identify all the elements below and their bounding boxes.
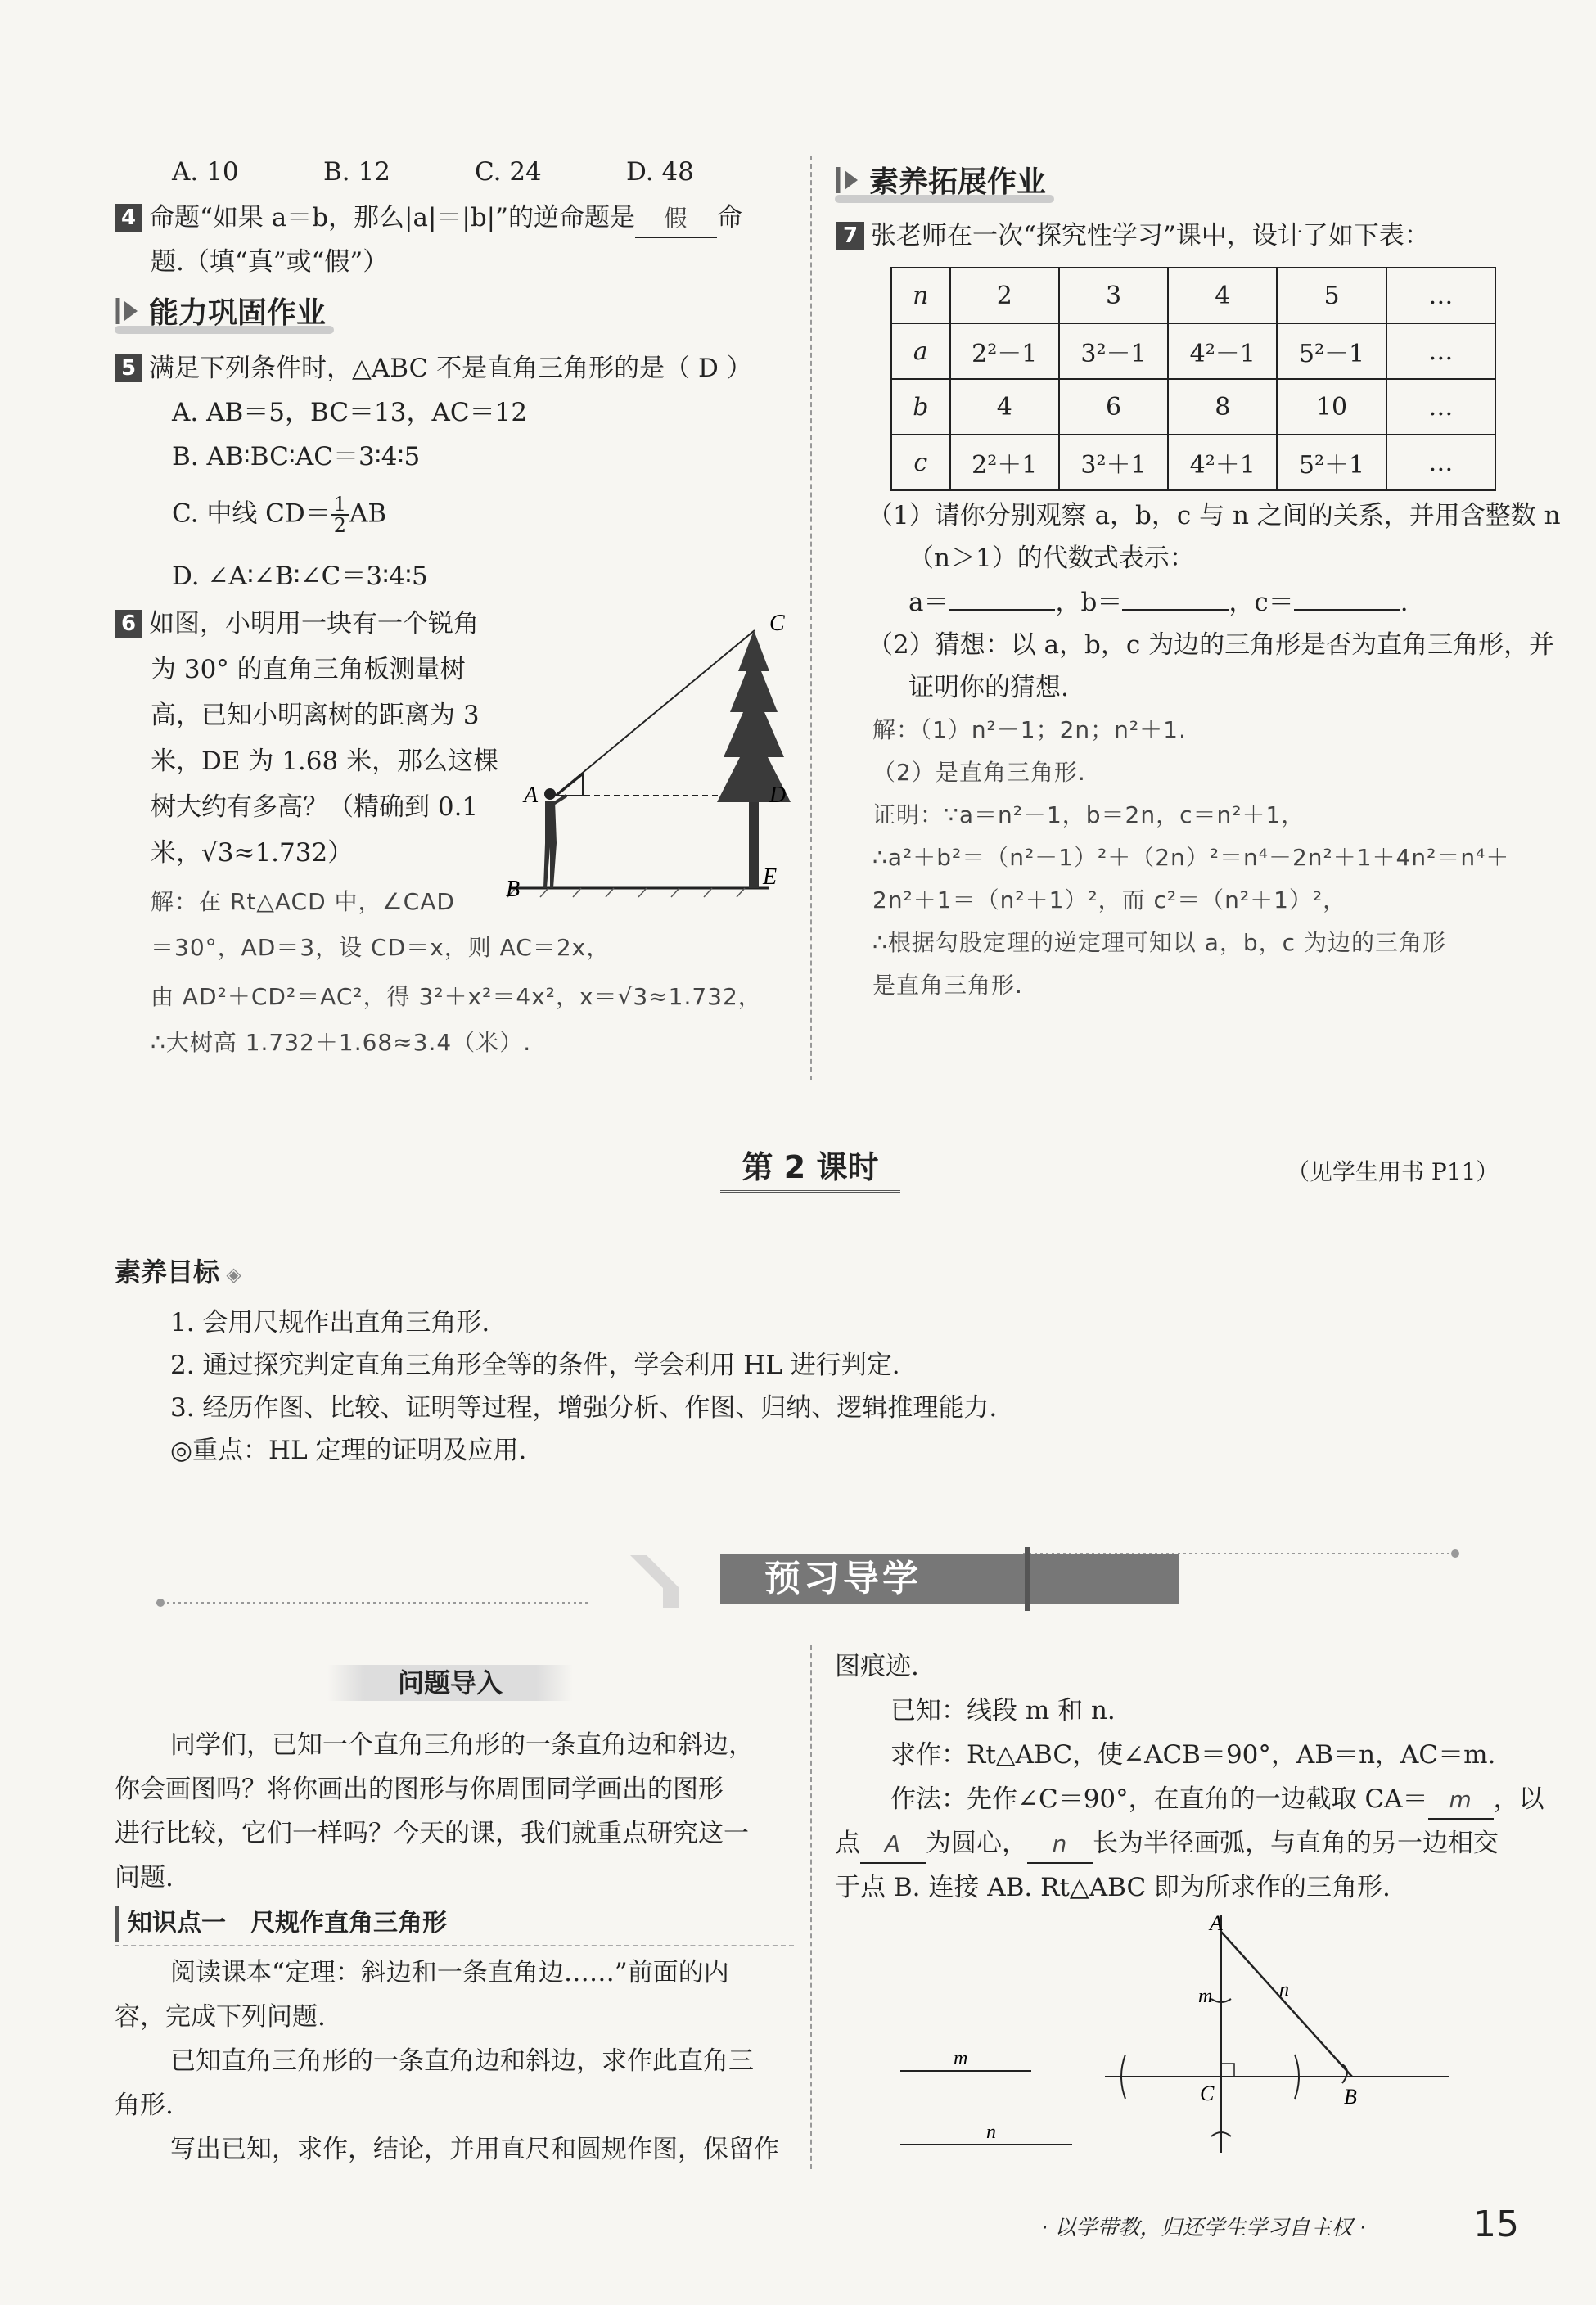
q7-solution-3: ∴a²＋b²＝（n²－1）²＋（2n）²＝n⁴－2n²＋1＋4n²＝n⁴＋: [872, 844, 1510, 871]
knowledge-point-title: 知识点一 尺规作直角三角形: [115, 1906, 447, 1942]
q7-text: 张老师在一次“探究性学习”课中，设计了如下表：: [871, 221, 1430, 250]
q6-line-0: [115, 606, 479, 642]
label-b: B: [506, 877, 521, 902]
q7-solution-5: ∴根据勾股定理的逆定理可知以 a，b，c 为边的三角形: [872, 929, 1446, 956]
footer-slogan: · 以学带教，归还学生学习自主权 ·: [1041, 2216, 1367, 2240]
construction-method-2: [835, 1825, 1499, 1864]
q7-part2-line1: （2）猜想：以 a，b，c 为边的三角形是否为直角三角形，并: [868, 630, 1555, 660]
goal-3: 3. 经历作图、比较、证明等过程，增强分析、作图、归纳、逻辑推理能力.: [170, 1393, 998, 1423]
goal-2: 2. 通过探究判定直角三角形全等的条件，学会利用 HL 进行判定.: [170, 1351, 900, 1380]
section-extension-label: 素养拓展作业: [869, 165, 1047, 199]
q7-number: 7: [836, 222, 864, 250]
q4: [115, 200, 742, 238]
q6-line-3: 米，DE 为 1.68 米，那么这棵: [151, 747, 499, 776]
lesson-reference: （见学生用书 P11）: [1287, 1158, 1499, 1185]
q7-solution-6: 是直角三角形.: [872, 972, 1023, 999]
construction-method-3: 于点 B. 连接 AB. Rt△ABC 即为所求作的三角形.: [835, 1873, 1391, 1902]
table-cell: 2²－1: [950, 323, 1059, 379]
method2-answer-2: n: [1027, 1826, 1093, 1864]
construction-line-0: 图痕迹.: [835, 1652, 919, 1681]
q5-option-b: B. AB∶BC∶AC＝3∶4∶5: [172, 442, 421, 471]
label-a: A: [524, 783, 539, 808]
fig-label-m: m: [1198, 1986, 1213, 2007]
q7-solution-1: （2）是直角三角形.: [872, 759, 1086, 786]
q5-option-a: A. AB＝5，BC＝13，AC＝12: [172, 398, 528, 427]
table-cell: …: [1386, 323, 1495, 379]
section-arrow-icon: [835, 164, 861, 196]
table-cell: 4: [1168, 268, 1277, 323]
method1-answer: m: [1428, 1782, 1494, 1820]
construction-method-1: [890, 1781, 1544, 1820]
table-cell: 4²－1: [1168, 323, 1277, 379]
table-row: [891, 435, 1495, 490]
column-divider-top: [810, 156, 812, 1080]
table-cell: b: [891, 379, 950, 435]
table-cell: n: [891, 268, 950, 323]
kp-line-1: 容，完成下列问题.: [115, 2002, 326, 2032]
q6-line-2: 高，已知小明离树的距离为 3: [151, 701, 480, 730]
tree-measurement-figure: [499, 606, 802, 909]
intro-line-0: 同学们，已知一个直角三角形的一条直角边和斜边，: [170, 1730, 754, 1760]
table-cell: 3²－1: [1059, 323, 1168, 379]
table-cell: 2²＋1: [950, 435, 1059, 490]
pattern-table: [890, 267, 1496, 491]
fill-a-label: a＝: [908, 588, 949, 617]
diamond-icon: ◈: [219, 1263, 241, 1286]
intro-line-3: 问题.: [115, 1863, 174, 1892]
q5-option-d: D. ∠A∶∠B∶∠C＝3∶4∶5: [172, 562, 428, 591]
kp-line-0: 阅读课本“定理：斜边和一条直角边……”前面的内: [170, 1958, 729, 1987]
table-row: [891, 379, 1495, 435]
banner-title: 预习导学: [764, 1558, 922, 1599]
q6-solution-0: 解：在 Rt△ACD 中，∠CAD: [151, 888, 455, 915]
intro-title: 问题导入: [327, 1665, 573, 1701]
table-cell: c: [891, 435, 950, 490]
table-cell: 8: [1168, 379, 1277, 435]
q6-solution-2: 由 AD²＋CD²＝AC²，得 3²＋x²＝4x²，x＝√3≈1.732，: [151, 983, 762, 1010]
q3-option-c: C. 24: [475, 157, 542, 187]
table-cell: …: [1386, 435, 1495, 490]
q5-option-c-after: AB: [349, 498, 387, 529]
q7-part1-fill: [908, 584, 1409, 620]
method2-b: 为圆心，: [926, 1829, 1027, 1858]
table-cell: …: [1386, 268, 1495, 323]
q3-options: [172, 154, 694, 190]
construction-line-1: 已知：线段 m 和 n.: [890, 1696, 1116, 1725]
table-cell: 4: [950, 379, 1059, 435]
q7: [836, 218, 1430, 254]
q5-number: 5: [115, 354, 142, 382]
q4-answer: 假: [635, 201, 717, 238]
q7-part1-line1: （1）请你分别观察 a，b，c 与 n 之间的关系，并用含整数 n: [868, 501, 1561, 530]
q6-number: 6: [115, 610, 142, 638]
q7-part2-line2: 证明你的猜想.: [908, 673, 1069, 702]
q6-solution-1: ＝30°，AD＝3，设 CD＝x，则 AC＝2x，: [151, 934, 611, 961]
section-ability-title: [115, 291, 326, 336]
q3-option-b: B. 12: [323, 157, 390, 187]
label-c: C: [769, 611, 785, 636]
q4-line2: 题.（填“真”或“假”）: [151, 247, 389, 277]
table-cell: 6: [1059, 379, 1168, 435]
fill-b-label: ，b＝: [1055, 588, 1123, 617]
intro-line-1: 你会画图吗？将你画出的图形与你周围同学画出的图形: [115, 1775, 724, 1804]
q5: [115, 350, 752, 386]
fill-end: .: [1400, 588, 1409, 617]
table-row: [891, 268, 1495, 323]
q6-text-0: 如图，小明用一块有一个锐角: [149, 609, 479, 638]
section-arrow-icon: [115, 295, 141, 327]
fill-c-label: ，c＝: [1229, 588, 1294, 617]
kp-line-3: 角形.: [115, 2091, 174, 2120]
segment-n-label: n: [986, 2122, 996, 2143]
table-cell: 5: [1277, 268, 1386, 323]
table-cell: 3²＋1: [1059, 435, 1168, 490]
method2-a: 点: [835, 1829, 860, 1858]
q5-text: 满足下列条件时，△ABC 不是直角三角形的是（ D ）: [149, 354, 752, 383]
method1-after: ，以: [1493, 1784, 1544, 1814]
q7-solution-0: 解：（1）n²－1；2n；n²＋1.: [872, 716, 1187, 743]
fraction-denominator: 2: [333, 514, 347, 537]
method1-text: 作法：先作∠C＝90°，在直角的一边截取 CA＝: [890, 1784, 1428, 1814]
table-cell: 5²－1: [1277, 323, 1386, 379]
label-e: E: [763, 864, 778, 890]
q5-option-c: [172, 494, 386, 535]
q7-solution-2: 证明：∵a＝n²－1，b＝2n，c＝n²＋1，: [872, 801, 1305, 828]
construction-figure: [884, 1907, 1473, 2161]
q6-solution-3: ∴大树高 1.732＋1.68≈3.4（米）.: [151, 1029, 532, 1056]
page-number: 15: [1473, 2204, 1519, 2245]
q5-option-c-text: C. 中线 CD＝: [172, 498, 331, 529]
method2-answer-1: A: [860, 1826, 926, 1864]
goals-title-text: 素养目标: [115, 1256, 220, 1288]
table-cell: 3: [1059, 268, 1168, 323]
section-extension-title: [835, 160, 1046, 205]
label-d: D: [769, 783, 787, 808]
q3-option-a: A. 10: [172, 157, 239, 187]
q4-text-after: 命: [716, 203, 742, 232]
fig-label-a: A: [1210, 1911, 1223, 1935]
q4-text: 命题“如果 a＝b，那么|a|＝|b|”的逆命题是: [149, 203, 635, 232]
table-cell: …: [1386, 379, 1495, 435]
fig-label-b: B: [1344, 2085, 1357, 2109]
table-row: [891, 323, 1495, 379]
q4-number: 4: [115, 204, 142, 232]
intro-line-2: 进行比较，它们一样吗？今天的课，我们就重点研究这一: [115, 1819, 749, 1848]
method2-c: 长为半径画弧，与直角的另一边相交: [1093, 1829, 1499, 1858]
q6-line-5: 米，√3≈1.732）: [151, 838, 354, 868]
goals-title: [115, 1254, 241, 1292]
fig-label-c: C: [1200, 2082, 1215, 2105]
section-ability-label: 能力巩固作业: [149, 296, 327, 330]
fig-label-n: n: [1279, 1979, 1289, 2001]
q7-part1-line2: （n＞1）的代数式表示：: [908, 544, 1195, 573]
goal-key: ◎重点：HL 定理的证明及应用.: [170, 1436, 527, 1465]
kp-divider: [115, 1945, 794, 1946]
table-cell: 2: [950, 268, 1059, 323]
column-divider-bottom: [810, 1645, 812, 2169]
segment-m-label: m: [954, 2048, 968, 2069]
kp-line-4: 写出已知，求作，结论，并用直尺和圆规作图，保留作: [170, 2135, 779, 2164]
lesson-title: 第 2 课时: [720, 1144, 900, 1193]
goal-1: 1. 会用尺规作出直角三角形.: [170, 1308, 490, 1337]
q7-solution-4: 2n²＋1＝（n²＋1）²，而 c²＝（n²＋1）²，: [872, 886, 1347, 913]
fraction-numerator: 1: [331, 494, 349, 516]
table-cell: 4²＋1: [1168, 435, 1277, 490]
q6-line-4: 树大约有多高？（精确到 0.1: [151, 792, 479, 822]
fraction-one-half: [331, 494, 349, 535]
q3-option-d: D. 48: [626, 157, 694, 187]
construction-line-2: 求作：Rt△ABC，使∠ACB＝90°，AB＝n，AC＝m.: [890, 1740, 1496, 1770]
kp-line-2: 已知直角三角形的一条直角边和斜边，求作此直角三: [170, 2046, 754, 2076]
table-cell: 10: [1277, 379, 1386, 435]
table-cell: a: [891, 323, 950, 379]
table-cell: 5²＋1: [1277, 435, 1386, 490]
q6-line-1: 为 30° 的直角三角板测量树: [151, 655, 466, 684]
